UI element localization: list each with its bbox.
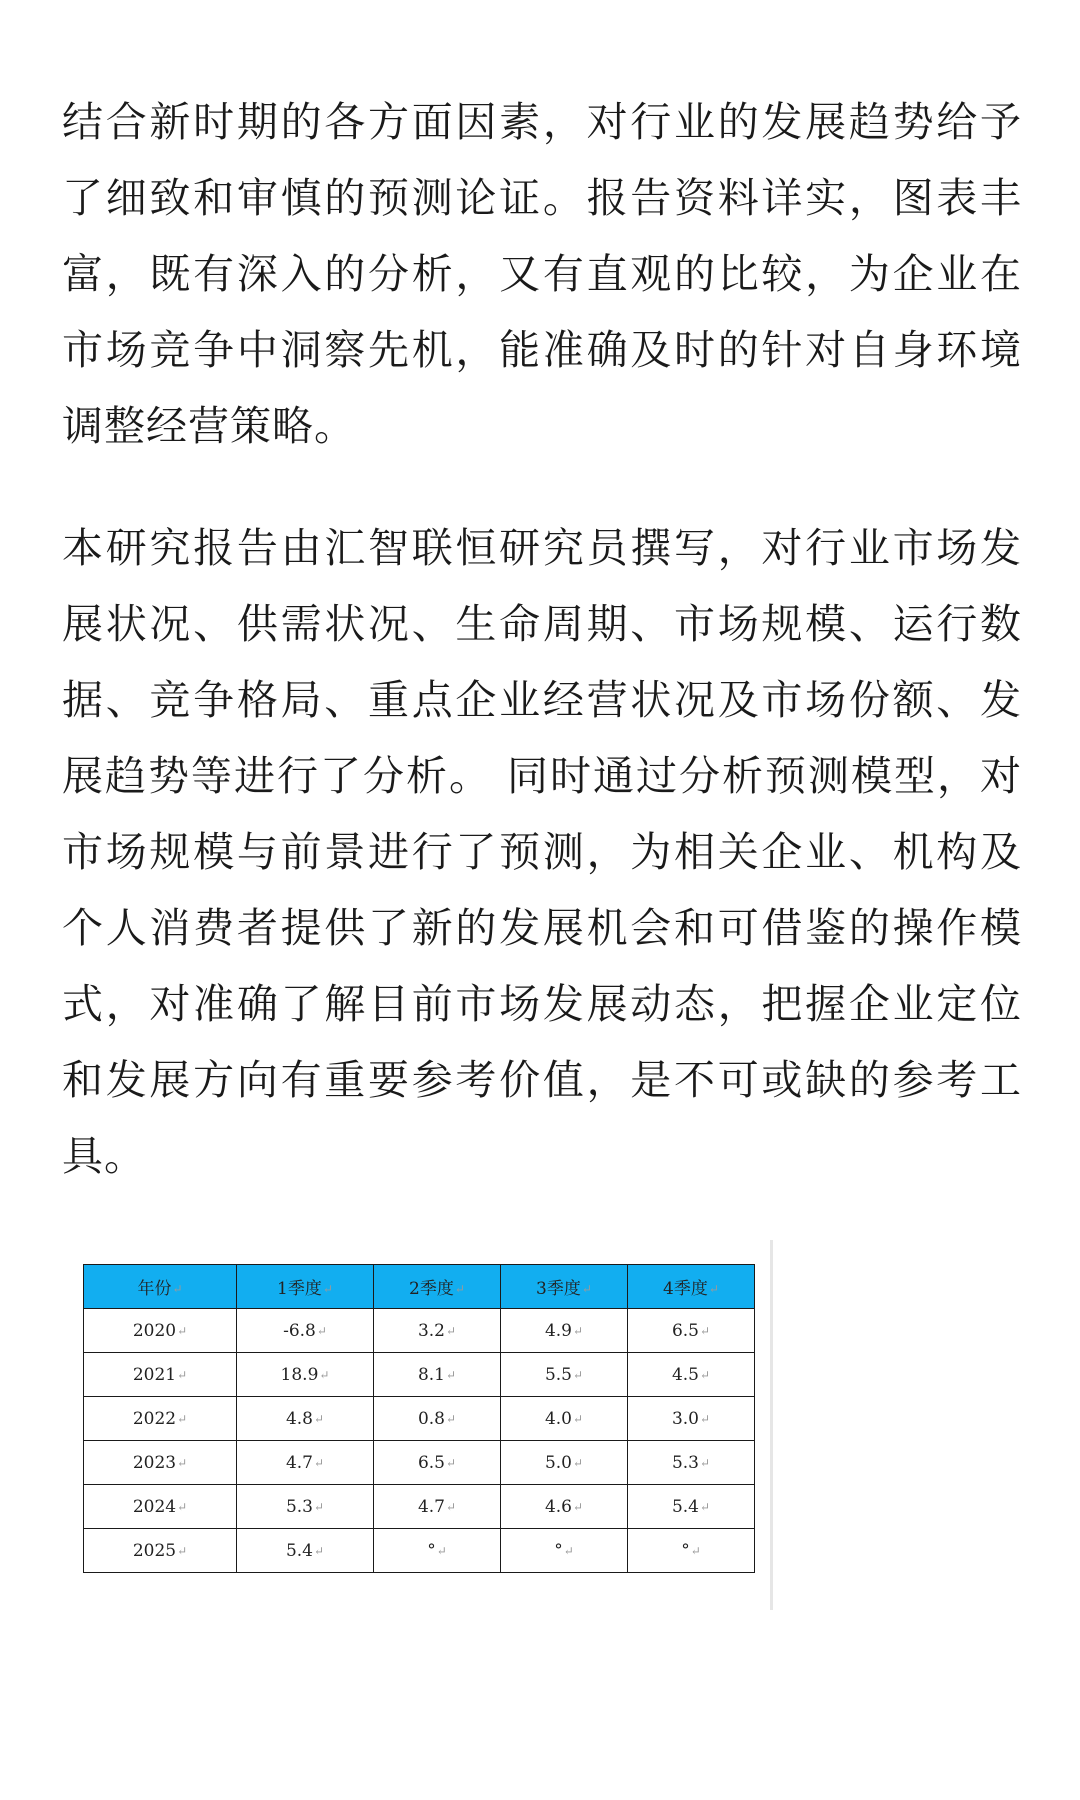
paragraph-intro: 结合新时期的各方面因素，对行业的发展趋势给予了细致和审慎的预测论证。报告资料详实，图表丰富，既有深入的分析，又有直观的比较，为企业在市场竞争中洞察先机，能准确及时的针对自身环境调整经营策略。 [62, 98, 1022, 450]
table-cell [374, 1485, 501, 1529]
cell-text: 2022 [132, 1408, 177, 1429]
header-cell [84, 1265, 237, 1309]
cell-text: 4.6 [544, 1496, 572, 1517]
table-row [84, 1529, 755, 1573]
cell-text: 年份 [137, 1279, 172, 1299]
return-mark-icon: ↵ [319, 1367, 330, 1382]
return-mark-icon: ↵ [177, 1455, 188, 1470]
cell-text: 0.8 [417, 1408, 445, 1429]
cell-text: 2023 [132, 1452, 177, 1473]
return-mark-icon: ↵ [313, 1411, 325, 1426]
return-mark-icon: ↵ [172, 1282, 183, 1296]
table-cell [374, 1353, 501, 1397]
table-cell [84, 1309, 237, 1353]
cell-text: 2024 [132, 1496, 177, 1517]
return-mark-icon: ↵ [313, 1499, 325, 1514]
return-mark-icon: ↵ [445, 1323, 457, 1338]
return-mark-icon: ↵ [445, 1455, 457, 1470]
cell-text: ° [427, 1540, 436, 1561]
table-cell [237, 1397, 374, 1441]
table-row [84, 1485, 755, 1529]
return-mark-icon: ↵ [454, 1282, 465, 1296]
cell-text: -6.8 [283, 1320, 316, 1341]
return-mark-icon: ↵ [177, 1367, 188, 1382]
cell-text: 6.5 [671, 1320, 699, 1341]
return-mark-icon: ↵ [690, 1543, 701, 1558]
cell-text: 4.5 [671, 1364, 699, 1385]
table-cell [628, 1485, 755, 1529]
return-mark-icon: ↵ [313, 1455, 325, 1470]
table-cell [374, 1397, 501, 1441]
return-mark-icon: ↵ [563, 1543, 574, 1558]
table-cell [84, 1353, 237, 1397]
table-cell [628, 1309, 755, 1353]
quarterly-growth-table [83, 1264, 755, 1573]
table-cell [628, 1353, 755, 1397]
cell-text: 3季度 [536, 1279, 581, 1299]
table-cell [84, 1529, 237, 1573]
cell-text: 4.7 [417, 1496, 445, 1517]
cell-text: 18.9 [280, 1364, 319, 1385]
table-cell [628, 1441, 755, 1485]
table-cell [237, 1309, 374, 1353]
return-mark-icon: ↵ [445, 1411, 457, 1426]
return-mark-icon: ↵ [445, 1367, 457, 1382]
return-mark-icon: ↵ [177, 1543, 188, 1558]
return-mark-icon: ↵ [699, 1323, 711, 1338]
table-cell [237, 1353, 374, 1397]
table-cell [84, 1485, 237, 1529]
table-cell [628, 1397, 755, 1441]
cell-text: ° [681, 1540, 690, 1561]
cell-text: 5.4 [285, 1540, 313, 1561]
table-cell [501, 1441, 628, 1485]
table-cell [501, 1485, 628, 1529]
cell-text: 4.0 [544, 1408, 572, 1429]
return-mark-icon: ↵ [436, 1543, 447, 1558]
return-mark-icon: ↵ [581, 1282, 592, 1296]
cell-text: 5.3 [671, 1452, 699, 1473]
quarterly-table-image [80, 1240, 773, 1610]
table-row [84, 1397, 755, 1441]
return-mark-icon: ↵ [572, 1323, 584, 1338]
header-cell [628, 1265, 755, 1309]
return-mark-icon: ↵ [177, 1323, 188, 1338]
header-cell [501, 1265, 628, 1309]
cell-text: 5.3 [285, 1496, 313, 1517]
article-body [62, 84, 1022, 1194]
return-mark-icon: ↵ [572, 1499, 584, 1514]
cell-text: 6.5 [417, 1452, 445, 1473]
paragraph-report-description: 本研究报告由汇智联恒研究员撰写，对行业市场发展状况、供需状况、生命周期、市场规模、运行数据、竞争格局、重点企业经营状况及市场份额、发展趋势等进行了分析。 同时通过分析预测模型，对市场规模与前景进行了预测，为相关企业、机构及个人消费者提供了新的发展机会和可借鉴的操作模式，对准确了解目前市场发展动态，把握企业定位和发展方向有重要参考价值，是不可或缺的参考工具。 [62, 524, 1022, 1180]
return-mark-icon: ↵ [445, 1499, 457, 1514]
cell-text: 3.0 [671, 1408, 699, 1429]
cell-text: 3.2 [417, 1320, 445, 1341]
table-cell [374, 1529, 501, 1573]
table-header-row [84, 1265, 755, 1309]
return-mark-icon: ↵ [572, 1367, 584, 1382]
header-cell [237, 1265, 374, 1309]
table-cell [237, 1485, 374, 1529]
table-row [84, 1441, 755, 1485]
table-cell [237, 1529, 374, 1573]
table-cell [501, 1309, 628, 1353]
table-cell [501, 1397, 628, 1441]
table-cell [374, 1309, 501, 1353]
cell-text: 4.9 [544, 1320, 572, 1341]
cell-text: 1季度 [277, 1279, 322, 1299]
cell-text: 4季度 [663, 1279, 708, 1299]
return-mark-icon: ↵ [708, 1282, 719, 1296]
cell-text: 2020 [132, 1320, 177, 1341]
cell-text: 4.7 [285, 1452, 313, 1473]
return-mark-icon: ↵ [699, 1499, 711, 1514]
return-mark-icon: ↵ [316, 1323, 327, 1338]
return-mark-icon: ↵ [572, 1411, 584, 1426]
return-mark-icon: ↵ [313, 1543, 325, 1558]
table-row [84, 1309, 755, 1353]
return-mark-icon: ↵ [699, 1455, 711, 1470]
return-mark-icon: ↵ [572, 1455, 584, 1470]
table-cell [237, 1441, 374, 1485]
table-cell [374, 1441, 501, 1485]
cell-text: 2季度 [409, 1279, 454, 1299]
return-mark-icon: ↵ [177, 1499, 188, 1514]
cell-text: 5.0 [544, 1452, 572, 1473]
cell-text: 2021 [132, 1364, 177, 1385]
cell-text: 5.4 [671, 1496, 699, 1517]
cell-text: ° [554, 1540, 563, 1561]
return-mark-icon: ↵ [322, 1282, 333, 1296]
cell-text: 5.5 [544, 1364, 572, 1385]
table-row [84, 1353, 755, 1397]
return-mark-icon: ↵ [177, 1411, 188, 1426]
cell-text: 8.1 [417, 1364, 445, 1385]
cell-text: 4.8 [285, 1408, 313, 1429]
header-cell [374, 1265, 501, 1309]
return-mark-icon: ↵ [699, 1367, 711, 1382]
return-mark-icon: ↵ [699, 1411, 711, 1426]
table-cell [628, 1529, 755, 1573]
cell-text: 2025 [132, 1540, 177, 1561]
table-cell [84, 1441, 237, 1485]
table-cell [501, 1353, 628, 1397]
table-cell [501, 1529, 628, 1573]
table-cell [84, 1397, 237, 1441]
